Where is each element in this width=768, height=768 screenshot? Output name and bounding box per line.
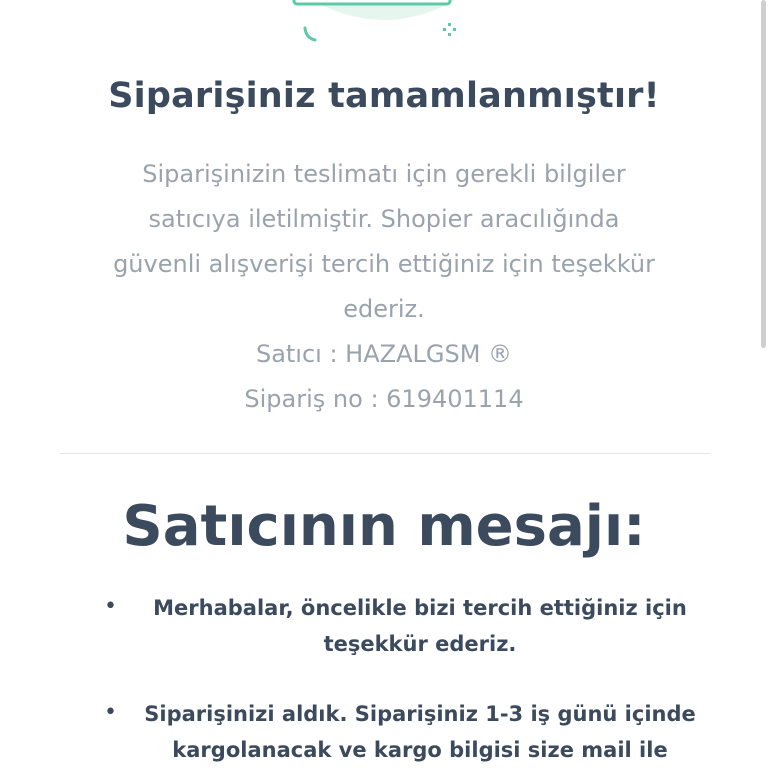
seller-message-list (0, 590, 768, 768)
order-info (60, 152, 708, 422)
bullet-icon: • (104, 594, 117, 619)
order-number: Sipariş no : 619401114 (244, 385, 524, 413)
illustration-card (294, 0, 450, 4)
scrollbar-thumb[interactable] (761, 0, 766, 348)
info-line: ederiz. (343, 295, 425, 323)
scrollbar[interactable] (758, 0, 768, 768)
page-title: Siparişiniz tamamlanmıştır! (108, 76, 660, 116)
bullet-icon: • (104, 700, 117, 725)
list-item (0, 590, 768, 662)
section-divider (60, 453, 710, 454)
sparkle-icon (443, 23, 456, 36)
seller-message-heading: Satıcının mesajı: (122, 494, 646, 559)
seller-name: Satıcı : HAZALGSM ® (255, 340, 513, 368)
message-text: Siparişinizi aldık. Siparişiniz 1-3 iş günü içinde kargolanacak ve kargo bilgisi size mail ile (144, 702, 696, 762)
message-text: Merhabalar, öncelikle bizi tercih ettiğiniz için teşekkür ederiz. (153, 596, 687, 656)
list-item (0, 696, 768, 768)
info-line: Siparişinizin teslimatı için gerekli bilgiler (142, 160, 626, 188)
success-illustration (0, 0, 768, 50)
info-line: satıcıya iletilmiştir. Shopier aracılığında (148, 205, 620, 233)
info-line: güvenli alışverişi tercih ettiğiniz için teşekkür (113, 250, 655, 278)
illustration-arc (305, 28, 315, 40)
